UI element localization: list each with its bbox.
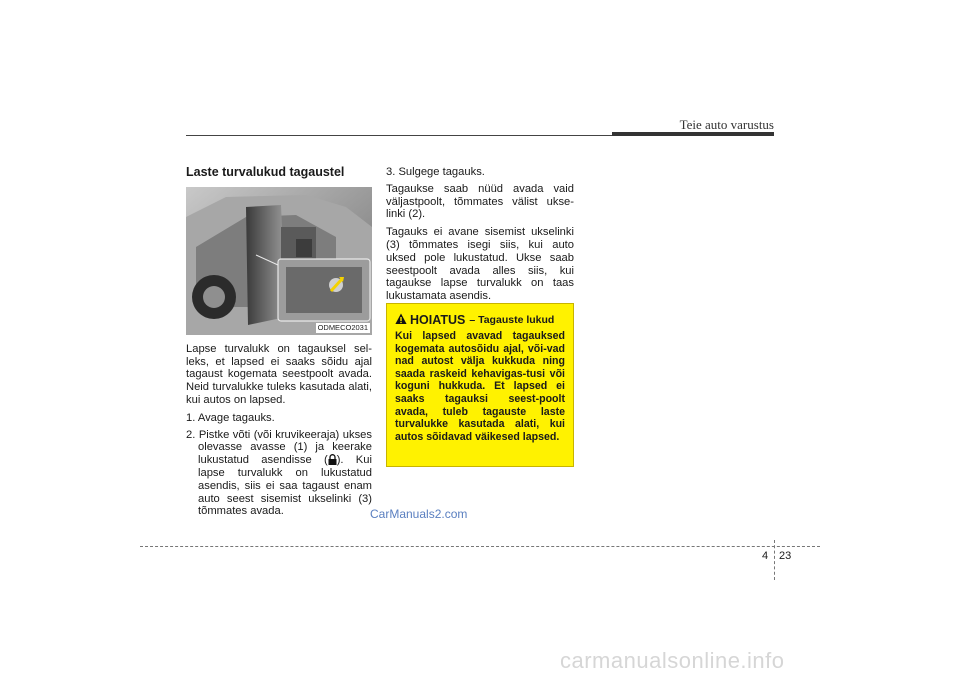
warning-body: Kui lapsed avavad tagauksed kogemata autosõidu ajal, või-vad nad autost välja kukkuda ning saada raskeid kehavigas-tusi või koguni hukkuda. Et lapsed ei saaks tagauksi seest-poolt avada, tuleb tagauste laste turvalukke kasutada alati, kui autos sõidavad väikesed lapsed. (395, 330, 565, 443)
step-1: 1. Avage tagauks. (186, 411, 275, 424)
car-door-illustration (186, 187, 372, 335)
warning-header (395, 313, 565, 327)
watermark-bottom[interactable]: carmanualsonline.info (560, 648, 785, 673)
right-column (386, 166, 574, 308)
header-rule-accent (612, 132, 774, 136)
chapter-number: 4 (762, 550, 769, 562)
door-child-lock-photo (186, 187, 372, 335)
warning-subtitle: – Tagauste lukud (469, 314, 555, 326)
figure-code: ODMECO2031 (317, 322, 368, 332)
warning-label: HOIATUS (410, 313, 466, 327)
step-2-text-b: ). Kui lapse turvalukk on lukustatud asendis, siis ei saa tagaust enam auto seest sisemist ukselinki (3) tõmmates avada. (198, 454, 372, 518)
warning-box (386, 303, 574, 467)
section-title: Laste turvalukud tagaustel (186, 165, 345, 179)
left-column (186, 166, 372, 522)
step-2 (186, 429, 372, 519)
step-3: 3. Sulgege tagauks. (386, 166, 485, 178)
intro-paragraph: Lapse turvalukk on tagauksel sel-leks, et lapsed ei saaks sõidu ajal tagaust kogemata seestpoolt avada. Neid turvalukke tuleks kasutada alati, kui autos on lapsed. (186, 342, 372, 406)
right-paragraph-1: Tagaukse saab nüüd avada vaid väljastpoolt, tõmmates välist ukse-linki (2). (386, 182, 574, 221)
step-2-text-a: 2. Pistke võti (või kruvikeeraja) ukses olevasse avasse (1) ja keerake lukustatud asendisse ( (186, 428, 372, 467)
lock-icon (328, 454, 337, 465)
footer-divider (774, 540, 775, 580)
page-number: 23 (779, 550, 792, 562)
header-rule (186, 135, 612, 136)
right-paragraph-2: Tagauks ei avane sisemist ukselinki (3) tõmmates isegi siis, kui auto uksed pole lukustatud. Ukse saab seestpoolt avada alles siis, kui tagaukse lapse turvalukk on taas lukustamata asendis. (386, 226, 574, 303)
section-header-title: Teie auto varustus (679, 117, 774, 132)
watermark-top[interactable]: CarManuals2.com (370, 507, 468, 521)
warning-triangle-icon (395, 313, 407, 325)
footer-rule (140, 546, 820, 547)
